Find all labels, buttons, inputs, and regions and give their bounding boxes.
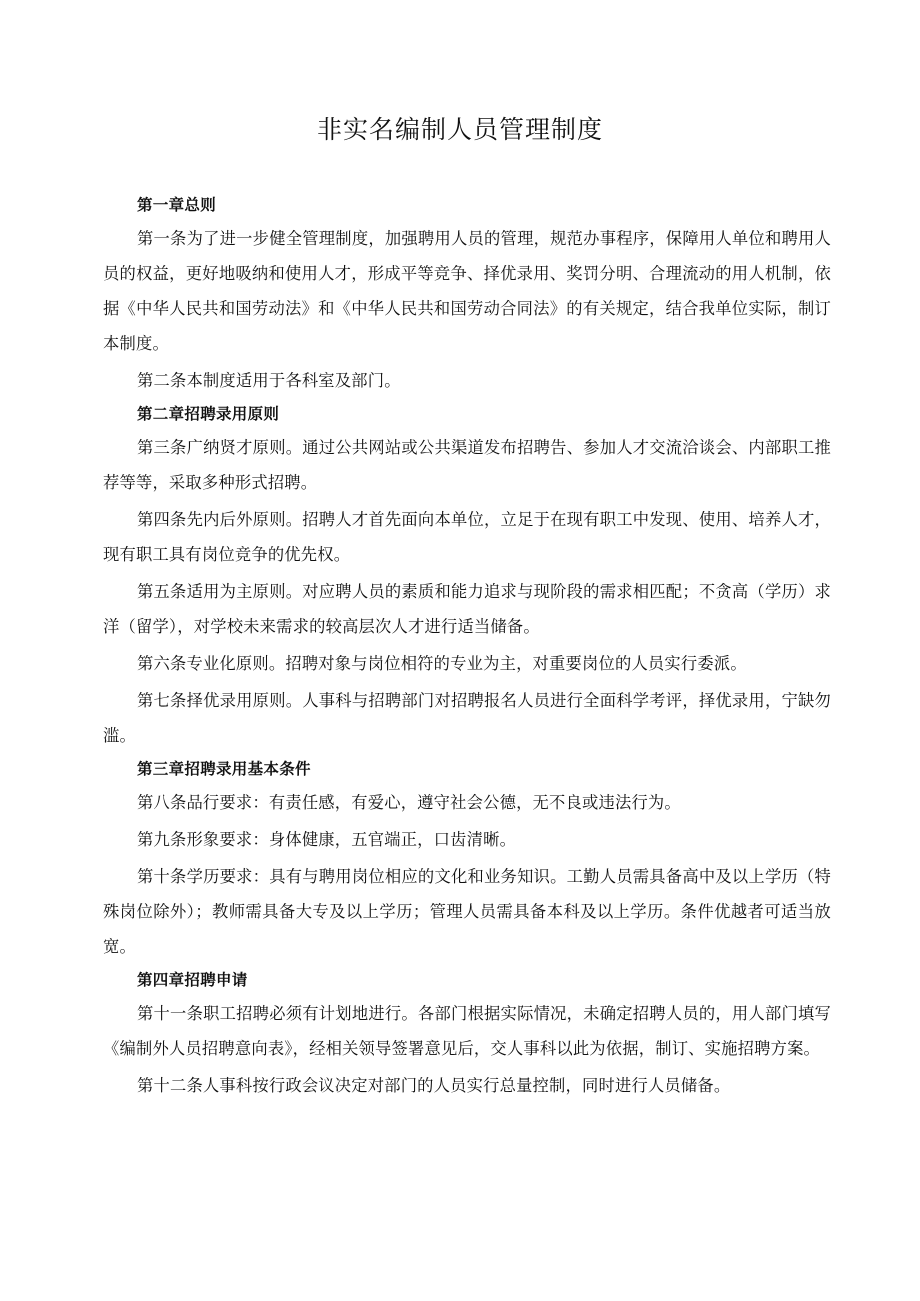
article-paragraph: 第三条广纳贤才原则。通过公共网站或公共渠道发布招聘告、参加人才交流洽谈会、内部职工推荐等等，采取多种形式招聘。 (103, 438, 831, 492)
article-paragraph: 第九条形象要求：身体健康，五官端正，口齿清晰。 (137, 830, 517, 849)
document-body (103, 189, 831, 1103)
chapter-1 (103, 189, 831, 398)
chapter-4 (103, 964, 831, 1103)
article-paragraph: 第二条本制度适用于各科室及部门。 (137, 371, 401, 390)
article-paragraph: 第十条学历要求：具有与聘用岗位相应的文化和业务知识。工勤人员需具备高中及以上学历（特殊岗位除外）；教师需具备大专及以上学历；管理人员需具备本科及以上学历。条件优越者可适当放宽。 (103, 867, 831, 956)
chapter-2 (103, 398, 831, 753)
chapter-3 (103, 753, 831, 964)
article-paragraph: 第十二条人事科按行政会议决定对部门的人员实行总量控制，同时进行人员储备。 (137, 1076, 731, 1095)
article-paragraph: 第六条专业化原则。招聘对象与岗位相符的专业为主，对重要岗位的人员实行委派。 (137, 654, 747, 673)
article-paragraph: 第十一条职工招聘必须有计划地进行。各部门根据实际情况，未确定招聘人员的，用人部门填写《编制外人员招聘意向表》，经相关领导签署意见后，交人事科以此为依据，制订、实施招聘方案。 (103, 1004, 831, 1058)
article-paragraph: 第四条先内后外原则。招聘人才首先面向本单位，立足于在现有职工中发现、使用、培养人才，现有职工具有岗位竞争的优先权。 (103, 510, 831, 564)
chapter-heading: 第三章招聘录用基本条件 (137, 760, 311, 778)
chapter-heading: 第二章招聘录用原则 (137, 405, 280, 423)
article-paragraph: 第七条择优录用原则。人事科与招聘部门对招聘报名人员进行全面科学考评，择优录用，宁缺勿滥。 (103, 691, 831, 745)
article-paragraph: 第八条品行要求：有责任感，有爱心，遵守社会公德，无不良或违法行为。 (137, 793, 681, 812)
article-paragraph: 第五条适用为主原则。对应聘人员的素质和能力追求与现阶段的需求相匹配；不贪高（学历）求洋（留学），对学校未来需求的较高层次人才进行适当储备。 (103, 582, 831, 636)
chapter-heading: 第一章总则 (137, 196, 217, 214)
document-title: 非实名编制人员管理制度 (316, 115, 603, 144)
article-paragraph: 第一条为了进一步健全管理制度，加强聘用人员的管理，规范办事程序，保障用人单位和聘用人员的权益，更好地吸纳和使用人才，形成平等竞争、择优录用、奖罚分明、合理流动的用人机制，依据《中华人民共和国劳动法》和《中华人民共和国劳动合同法》的有关规定，结合我单位实际，制订本制度。 (103, 229, 831, 353)
chapter-heading: 第四章招聘申请 (137, 971, 248, 989)
